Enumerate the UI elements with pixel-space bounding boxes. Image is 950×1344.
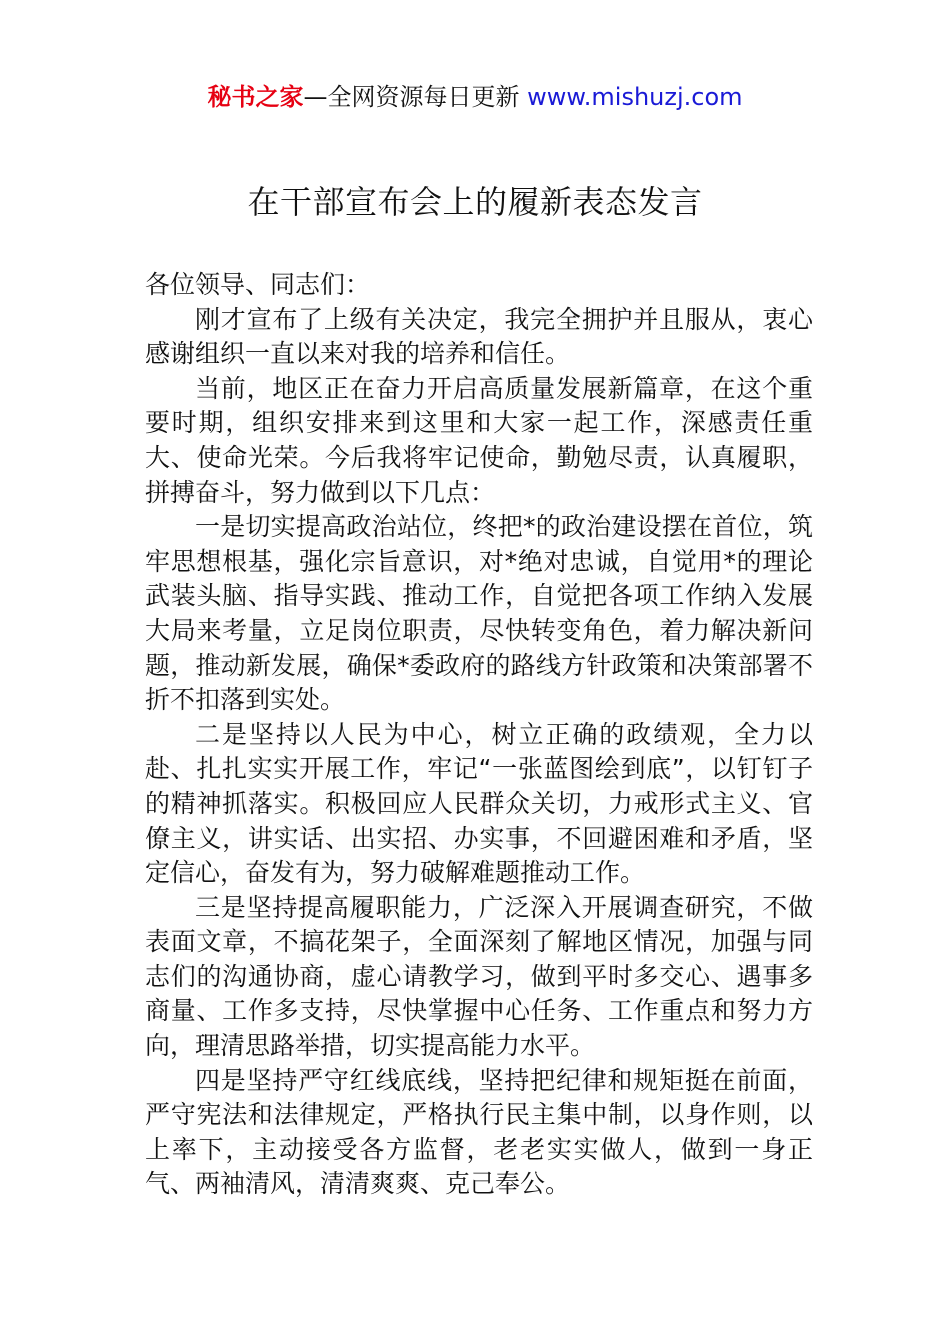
site-tagline: —全网资源每日更新 — [303, 83, 520, 111]
paragraph-5: 三是坚持提高履职能力，广泛深入开展调查研究，不做表面文章，不搞花架子，全面深刻了解地区情况，加强与同志们的沟通协商，虚心请教学习，做到平时多交心、遇事多商量、工作多支持，尽快掌握中心任务、工作重点和努力方向，理清思路举措，切实提高能力水平。 — [145, 892, 813, 1061]
site-header — [0, 80, 950, 114]
salutation: 各位领导、同志们： — [145, 270, 371, 299]
paragraph-2: 当前，地区正在奋力开启高质量发展新篇章，在这个重要时期，组织安排来到这里和大家一起工作，深感责任重大、使命光荣。今后我将牢记使命，勤勉尽责，认真履职，拼搏奋斗，努力做到以下几点： — [145, 373, 813, 507]
paragraph-6: 四是坚持严守红线底线，坚持把纪律和规矩挺在前面，严守宪法和法律规定，严格执行民主集中制，以身作则，以上率下，主动接受各方监督，老老实实做人，做到一身正气、两袖清风，清清爽爽、克己奉公。 — [145, 1065, 813, 1199]
site-url: www.mishuzj.com — [527, 83, 743, 111]
paragraph-4: 二是坚持以人民为中心，树立正确的政绩观，全力以赴、扎扎实实开展工作，牢记“一张蓝图绘到底”，以钉钉子的精神抓落实。积极回应人民群众关切，力戒形式主义、官僚主义，讲实话、出实招、办实事，不回避困难和矛盾，坚定信心，奋发有为，努力破解难题推动工作。 — [145, 719, 813, 888]
paragraph-1: 刚才宣布了上级有关决定，我完全拥护并且服从，衷心感谢组织一直以来对我的培养和信任。 — [145, 304, 813, 369]
document-body — [145, 268, 813, 1202]
site-brand: 秘书之家 — [207, 83, 304, 111]
paragraph-3: 一是切实提高政治站位，终把*的政治建设摆在首位，筑牢思想根基，强化宗旨意识，对*绝对忠诚，自觉用*的理论武装头脑、指导实践、推动工作，自觉把各项工作纳入发展大局来考量，立足岗位职责，尽快转变角色，着力解决新问题，推动新发展，确保*委政府的路线方针政策和决策部署不折不扣落到实处。 — [145, 512, 813, 715]
document-title: 在干部宣布会上的履新表态发言 — [247, 183, 703, 221]
